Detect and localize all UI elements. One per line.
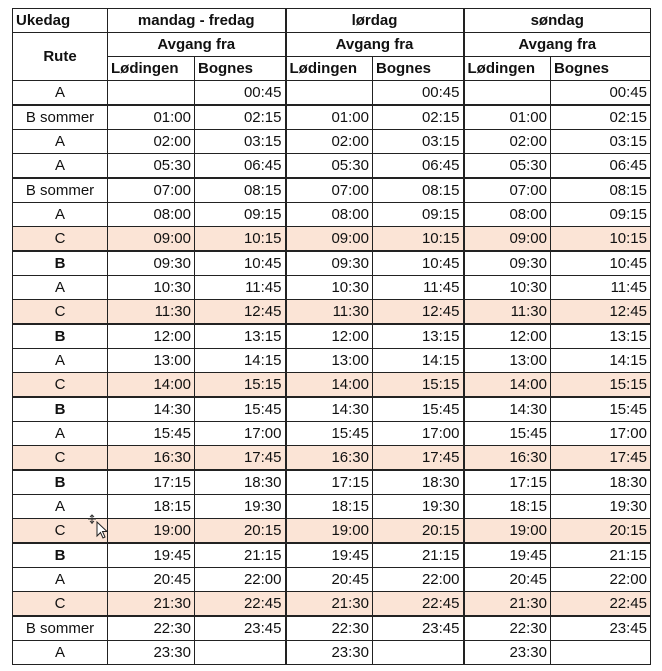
time-cell: 17:00 (373, 422, 464, 446)
table-row (13, 543, 651, 568)
time-cell: 09:30 (108, 251, 195, 276)
route-cell: A (13, 495, 108, 519)
saturday-departure-label: Avgang fra (286, 33, 464, 57)
time-cell: 20:15 (551, 519, 651, 544)
route-cell: C (13, 446, 108, 471)
ferry-timetable (12, 8, 651, 665)
table-row (13, 130, 651, 154)
route-label-cell: Rute (13, 33, 108, 81)
time-cell: 21:30 (464, 592, 551, 617)
saturday-port-bognes: Bognes (373, 57, 464, 81)
time-cell: 14:30 (286, 397, 373, 422)
time-cell: 19:00 (108, 519, 195, 544)
time-cell: 11:45 (195, 276, 286, 300)
time-cell: 05:30 (286, 154, 373, 179)
group-saturday-title: lørdag (286, 9, 464, 33)
route-cell: A (13, 81, 108, 106)
time-cell: 15:15 (551, 373, 651, 398)
time-cell: 17:15 (464, 470, 551, 495)
route-cell: C (13, 519, 108, 544)
time-cell (195, 641, 286, 665)
time-cell: 19:45 (108, 543, 195, 568)
group-weekdays-title: mandag - fredag (108, 9, 286, 33)
time-cell: 03:15 (551, 130, 651, 154)
time-cell: 12:45 (373, 300, 464, 325)
route-cell: C (13, 227, 108, 252)
time-cell: 21:15 (551, 543, 651, 568)
time-cell: 21:30 (286, 592, 373, 617)
time-cell: 14:30 (464, 397, 551, 422)
time-cell: 20:45 (108, 568, 195, 592)
time-cell: 17:45 (373, 446, 464, 471)
sunday-port-bognes: Bognes (551, 57, 651, 81)
table-row (13, 446, 651, 471)
time-cell: 21:30 (108, 592, 195, 617)
weekdays-port-lodingen: Lødingen (108, 57, 195, 81)
time-cell: 02:15 (195, 105, 286, 130)
time-cell: 17:45 (551, 446, 651, 471)
time-cell: 15:45 (551, 397, 651, 422)
time-cell: 12:00 (464, 324, 551, 349)
time-cell: 23:30 (464, 641, 551, 665)
table-row (13, 373, 651, 398)
day-label-cell: Ukedag (13, 9, 108, 33)
time-cell: 08:15 (551, 178, 651, 203)
time-cell: 14:00 (286, 373, 373, 398)
time-cell: 02:00 (108, 130, 195, 154)
time-cell: 22:30 (108, 616, 195, 641)
header-row-ports (13, 57, 651, 81)
time-cell: 11:30 (464, 300, 551, 325)
time-cell: 13:00 (286, 349, 373, 373)
time-cell: 22:30 (464, 616, 551, 641)
time-cell: 21:15 (195, 543, 286, 568)
time-cell: 09:00 (286, 227, 373, 252)
route-cell: B (13, 251, 108, 276)
time-cell: 08:15 (373, 178, 464, 203)
time-cell: 16:30 (108, 446, 195, 471)
time-cell: 15:45 (286, 422, 373, 446)
table-row (13, 470, 651, 495)
weekdays-departure-label: Avgang fra (108, 33, 286, 57)
time-cell: 06:45 (373, 154, 464, 179)
time-cell: 10:15 (195, 227, 286, 252)
time-cell: 19:30 (195, 495, 286, 519)
time-cell: 10:15 (373, 227, 464, 252)
time-cell (373, 641, 464, 665)
table-row (13, 568, 651, 592)
weekdays-port-bognes: Bognes (195, 57, 286, 81)
time-cell: 14:00 (464, 373, 551, 398)
time-cell: 01:00 (464, 105, 551, 130)
table-row (13, 203, 651, 227)
route-cell: A (13, 568, 108, 592)
time-cell: 00:45 (373, 81, 464, 106)
time-cell: 11:30 (286, 300, 373, 325)
saturday-port-lodingen: Lødingen (286, 57, 373, 81)
route-cell: A (13, 349, 108, 373)
time-cell: 19:30 (373, 495, 464, 519)
time-cell: 22:00 (195, 568, 286, 592)
table-row (13, 178, 651, 203)
time-cell: 17:45 (195, 446, 286, 471)
time-cell: 09:30 (286, 251, 373, 276)
time-cell: 15:15 (373, 373, 464, 398)
time-cell: 15:45 (464, 422, 551, 446)
route-cell: B (13, 543, 108, 568)
time-cell: 05:30 (108, 154, 195, 179)
route-cell: A (13, 203, 108, 227)
table-row (13, 276, 651, 300)
time-cell (464, 81, 551, 106)
time-cell: 20:15 (195, 519, 286, 544)
time-cell: 18:30 (195, 470, 286, 495)
time-cell: 11:45 (551, 276, 651, 300)
table-row (13, 105, 651, 130)
table-row (13, 154, 651, 179)
time-cell: 18:15 (464, 495, 551, 519)
time-cell: 03:15 (373, 130, 464, 154)
time-cell: 18:15 (108, 495, 195, 519)
time-cell: 09:15 (551, 203, 651, 227)
time-cell: 08:00 (286, 203, 373, 227)
time-cell: 01:00 (108, 105, 195, 130)
time-cell: 09:30 (464, 251, 551, 276)
table-row (13, 349, 651, 373)
time-cell: 21:15 (373, 543, 464, 568)
route-cell: B (13, 397, 108, 422)
time-cell: 19:45 (286, 543, 373, 568)
time-cell: 08:00 (108, 203, 195, 227)
time-cell: 23:30 (286, 641, 373, 665)
time-cell: 22:00 (373, 568, 464, 592)
time-cell: 15:45 (195, 397, 286, 422)
time-cell: 22:45 (373, 592, 464, 617)
time-cell (286, 81, 373, 106)
route-cell: A (13, 130, 108, 154)
time-cell: 22:00 (551, 568, 651, 592)
time-cell: 13:00 (108, 349, 195, 373)
time-cell: 22:45 (195, 592, 286, 617)
time-cell: 09:00 (464, 227, 551, 252)
route-cell: C (13, 373, 108, 398)
time-cell: 13:15 (551, 324, 651, 349)
time-cell: 23:30 (108, 641, 195, 665)
table-row (13, 641, 651, 665)
time-cell: 14:15 (195, 349, 286, 373)
table-row (13, 616, 651, 641)
sunday-port-lodingen: Lødingen (464, 57, 551, 81)
time-cell: 06:45 (551, 154, 651, 179)
time-cell: 17:15 (286, 470, 373, 495)
table-row (13, 519, 651, 544)
time-cell: 05:30 (464, 154, 551, 179)
time-cell: 02:15 (373, 105, 464, 130)
table-row (13, 300, 651, 325)
time-cell: 13:15 (195, 324, 286, 349)
time-cell: 14:15 (373, 349, 464, 373)
group-sunday-title: søndag (464, 9, 651, 33)
time-cell: 07:00 (464, 178, 551, 203)
time-cell: 10:45 (195, 251, 286, 276)
time-cell: 19:00 (464, 519, 551, 544)
table-row (13, 81, 651, 106)
time-cell: 10:45 (373, 251, 464, 276)
time-cell: 10:30 (286, 276, 373, 300)
time-cell: 19:45 (464, 543, 551, 568)
table-row (13, 397, 651, 422)
time-cell: 01:00 (286, 105, 373, 130)
route-cell: B sommer (13, 616, 108, 641)
time-cell (551, 641, 651, 665)
time-cell: 11:45 (373, 276, 464, 300)
route-cell: B sommer (13, 105, 108, 130)
time-cell: 12:45 (195, 300, 286, 325)
time-cell: 14:00 (108, 373, 195, 398)
time-cell: 18:30 (373, 470, 464, 495)
table-row (13, 324, 651, 349)
table-row (13, 227, 651, 252)
time-cell: 19:30 (551, 495, 651, 519)
route-cell: B (13, 470, 108, 495)
time-cell: 23:45 (195, 616, 286, 641)
route-cell: A (13, 154, 108, 179)
header-row-days (13, 9, 651, 33)
time-cell: 20:15 (373, 519, 464, 544)
time-cell (108, 81, 195, 106)
route-cell: B (13, 324, 108, 349)
time-cell: 00:45 (195, 81, 286, 106)
time-cell: 18:15 (286, 495, 373, 519)
time-cell: 23:45 (373, 616, 464, 641)
route-cell: A (13, 641, 108, 665)
time-cell: 13:15 (373, 324, 464, 349)
time-cell: 08:00 (464, 203, 551, 227)
time-cell: 17:00 (551, 422, 651, 446)
table-row (13, 592, 651, 617)
time-cell: 11:30 (108, 300, 195, 325)
time-cell: 10:30 (464, 276, 551, 300)
time-cell: 23:45 (551, 616, 651, 641)
time-cell: 12:00 (286, 324, 373, 349)
time-cell: 10:45 (551, 251, 651, 276)
time-cell: 07:00 (286, 178, 373, 203)
route-cell: A (13, 276, 108, 300)
header-row-departure (13, 33, 651, 57)
table-row (13, 251, 651, 276)
time-cell: 14:30 (108, 397, 195, 422)
time-cell: 15:45 (373, 397, 464, 422)
route-cell: C (13, 300, 108, 325)
time-cell: 17:15 (108, 470, 195, 495)
table-row (13, 422, 651, 446)
time-cell: 13:00 (464, 349, 551, 373)
time-cell: 16:30 (286, 446, 373, 471)
time-cell: 10:30 (108, 276, 195, 300)
time-cell: 00:45 (551, 81, 651, 106)
time-cell: 15:15 (195, 373, 286, 398)
time-cell: 12:45 (551, 300, 651, 325)
route-cell: C (13, 592, 108, 617)
sunday-departure-label: Avgang fra (464, 33, 651, 57)
time-cell: 02:00 (464, 130, 551, 154)
time-cell: 19:00 (286, 519, 373, 544)
time-cell: 14:15 (551, 349, 651, 373)
route-cell: A (13, 422, 108, 446)
time-cell: 09:15 (373, 203, 464, 227)
time-cell: 09:15 (195, 203, 286, 227)
time-cell: 08:15 (195, 178, 286, 203)
time-cell: 09:00 (108, 227, 195, 252)
time-cell: 20:45 (464, 568, 551, 592)
time-cell: 02:15 (551, 105, 651, 130)
time-cell: 16:30 (464, 446, 551, 471)
time-cell: 18:30 (551, 470, 651, 495)
time-cell: 22:45 (551, 592, 651, 617)
time-cell: 17:00 (195, 422, 286, 446)
table-row (13, 495, 651, 519)
time-cell: 07:00 (108, 178, 195, 203)
time-cell: 22:30 (286, 616, 373, 641)
time-cell: 03:15 (195, 130, 286, 154)
route-cell: B sommer (13, 178, 108, 203)
time-cell: 10:15 (551, 227, 651, 252)
time-cell: 06:45 (195, 154, 286, 179)
time-cell: 02:00 (286, 130, 373, 154)
time-cell: 12:00 (108, 324, 195, 349)
time-cell: 15:45 (108, 422, 195, 446)
time-cell: 20:45 (286, 568, 373, 592)
